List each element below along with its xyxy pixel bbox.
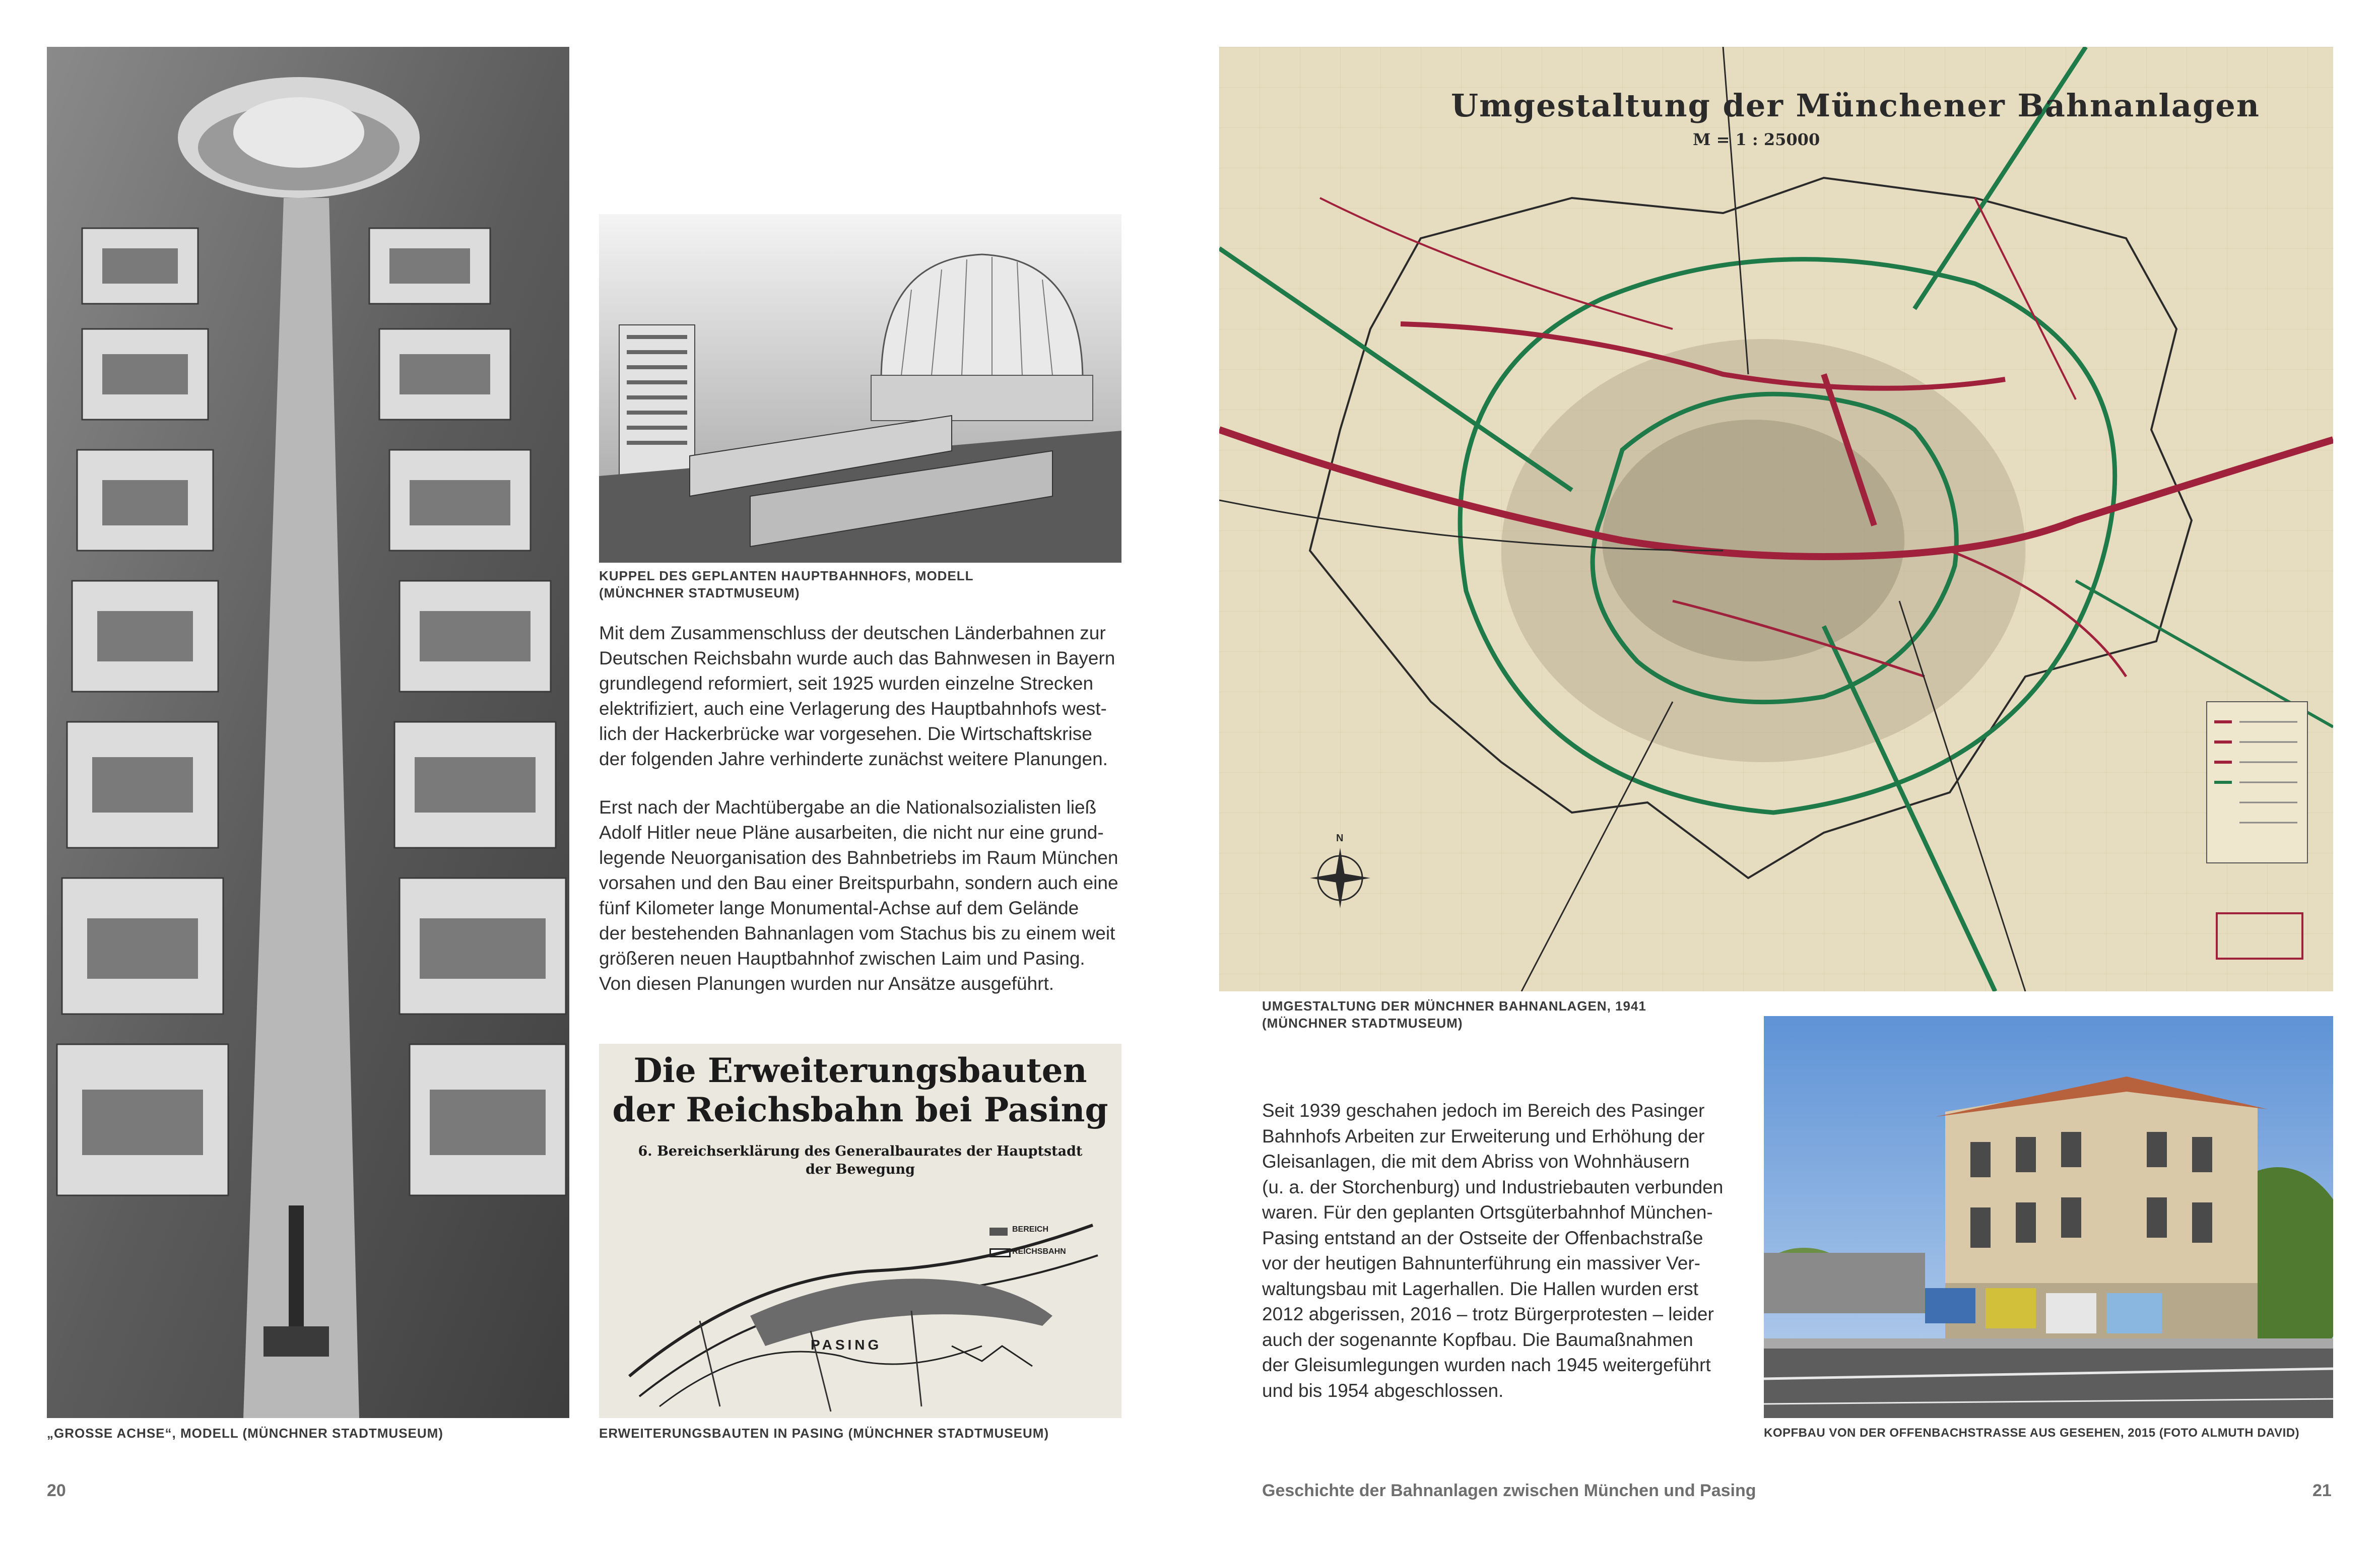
text-line: Erst nach der Machtübergabe an die Nationalsozialisten ließ <box>599 797 1097 818</box>
grosse-achse-model-photo <box>47 47 569 1418</box>
text-line: 2012 abgerissen, 2016 – trotz Bürgerprotesten – leider <box>1262 1304 1714 1324</box>
dome-caption-line: (MÜNCHNER STADTMUSEUM) <box>599 585 800 600</box>
text-line: und bis 1954 abgeschlossen. <box>1262 1380 1504 1401</box>
page-number-right: 21 <box>2312 1481 2332 1500</box>
text-line: größeren neuen Hauptbahnhof zwischen Laim und Pasing. <box>599 948 1085 969</box>
newspaper-clipping <box>599 1044 1121 1418</box>
clipping-headline-line: der Reichsbahn bei Pasing <box>612 1090 1108 1129</box>
text-line: Gleisanlagen, die mit dem Abriss von Wohnhäusern <box>1262 1151 1690 1172</box>
legend-label-reichsbahn: REICHSBAHN <box>1012 1247 1066 1256</box>
paragraph-reichsbahn <box>599 621 1123 772</box>
map-title: Umgestaltung der Münchener Bahnanlagen <box>1451 87 2260 124</box>
text-line: der Gleisumlegungen wurden nach 1945 weitergeführt <box>1262 1355 1711 1375</box>
kopfbau-photo <box>1764 1016 2333 1418</box>
text-line: der bestehenden Bahnanlagen vom Stachus bis zu einem weit <box>599 923 1115 944</box>
map-caption-line: UMGESTALTUNG DER MÜNCHNER BAHNANLAGEN, 1941 <box>1262 998 1646 1014</box>
text-line: Adolf Hitler neue Pläne ausarbeiten, die nicht nur eine grund- <box>599 822 1104 843</box>
page-number-left: 20 <box>47 1481 66 1500</box>
text-line: Deutschen Reichsbahn wurde auch das Bahnwesen in Bayern <box>599 648 1115 668</box>
text-line: Seit 1939 geschahen jedoch im Bereich des Pasinger <box>1262 1100 1705 1121</box>
clipping-caption: ERWEITERUNGSBAUTEN IN PASING (MÜNCHNER STADTMUSEUM) <box>599 1426 1049 1441</box>
paragraph-pasing <box>1262 1098 1766 1403</box>
text-line: lich der Hackerbrücke war vorgesehen. Die Wirtschaftskrise <box>599 723 1092 744</box>
text-line: der folgenden Jahre verhinderte zunächst weitere Planungen. <box>599 749 1108 769</box>
text-line: elektrifiziert, auch eine Verlagerung des Hauptbahnhofs west- <box>599 698 1107 719</box>
clipping-headline-line: Die Erweiterungsbauten <box>633 1051 1087 1090</box>
clipping-subhead-line: der Bewegung <box>805 1162 915 1177</box>
clipping-map-sketch <box>599 1195 1121 1418</box>
right-body-text <box>1262 1098 1766 1427</box>
clipping-headline <box>599 1051 1121 1129</box>
paragraph-machtuebergabe <box>599 795 1123 996</box>
text-line: Bahnhofs Arbeiten zur Erweiterung und Erhöhung der <box>1262 1125 1705 1147</box>
text-line: (u. a. der Storchenburg) und Industriebauten verbunden <box>1262 1176 1724 1197</box>
map-scale: M = 1 : 25000 <box>1693 130 1820 149</box>
text-line: waltungsbau mit Lagerhallen. Die Hallen wurden erst <box>1262 1278 1698 1299</box>
text-line: fünf Kilometer lange Monumental-Achse auf dem Gelände <box>599 898 1079 918</box>
historic-rail-map <box>1219 47 2333 991</box>
legend-label-bereich: BEREICH <box>1012 1225 1049 1234</box>
map-caption <box>1262 997 1646 1032</box>
map-caption-line: (MÜNCHNER STADTMUSEUM) <box>1262 1016 1463 1031</box>
text-line: waren. Für den geplanten Ortsgüterbahnhof München- <box>1262 1202 1713 1223</box>
grosse-achse-caption: „GROSSE ACHSE“, MODELL (MÜNCHNER STADTMUSEUM) <box>47 1426 443 1441</box>
text-line: auch der sogenannte Kopfbau. Die Baumaßnahmen <box>1262 1329 1693 1350</box>
dome-caption-line: KUPPEL DES GEPLANTEN HAUPTBAHNHOFS, MODELL <box>599 568 974 583</box>
dome-photo-caption <box>599 567 974 601</box>
text-line: Pasing entstand an der Ostseite der Offenbachstraße <box>1262 1227 1703 1248</box>
running-head: Geschichte der Bahnanlagen zwischen München und Pasing <box>1262 1481 1756 1500</box>
map-compass-label: N <box>1336 833 1344 844</box>
clipping-subhead-line: 6. Bereichserklärung des Generalbaurates der Hauptstadt <box>638 1144 1083 1159</box>
dome-model-photo <box>599 214 1121 563</box>
left-body-text <box>599 621 1123 1020</box>
kopfbau-caption: KOPFBAU VON DER OFFENBACHSTRASSE AUS GESEHEN, 2015 (FOTO ALMUTH DAVID) <box>1764 1426 2300 1440</box>
text-line: vor der heutigen Bahnunterführung ein massiver Ver- <box>1262 1253 1701 1273</box>
text-line: Von diesen Planungen wurden nur Ansätze ausgeführt. <box>599 973 1054 994</box>
text-line: legende Neuorganisation des Bahnbetriebs im Raum München <box>599 847 1118 868</box>
clipping-subhead <box>599 1142 1121 1179</box>
text-line: Mit dem Zusammenschluss der deutschen Länderbahnen zur <box>599 623 1106 643</box>
text-line: grundlegend reformiert, seit 1925 wurden einzelne Strecken <box>599 673 1094 694</box>
text-line: vorsahen und den Bau einer Breitspurbahn, sondern auch eine <box>599 872 1118 893</box>
clipping-map-label-pasing: PASING <box>811 1337 882 1353</box>
